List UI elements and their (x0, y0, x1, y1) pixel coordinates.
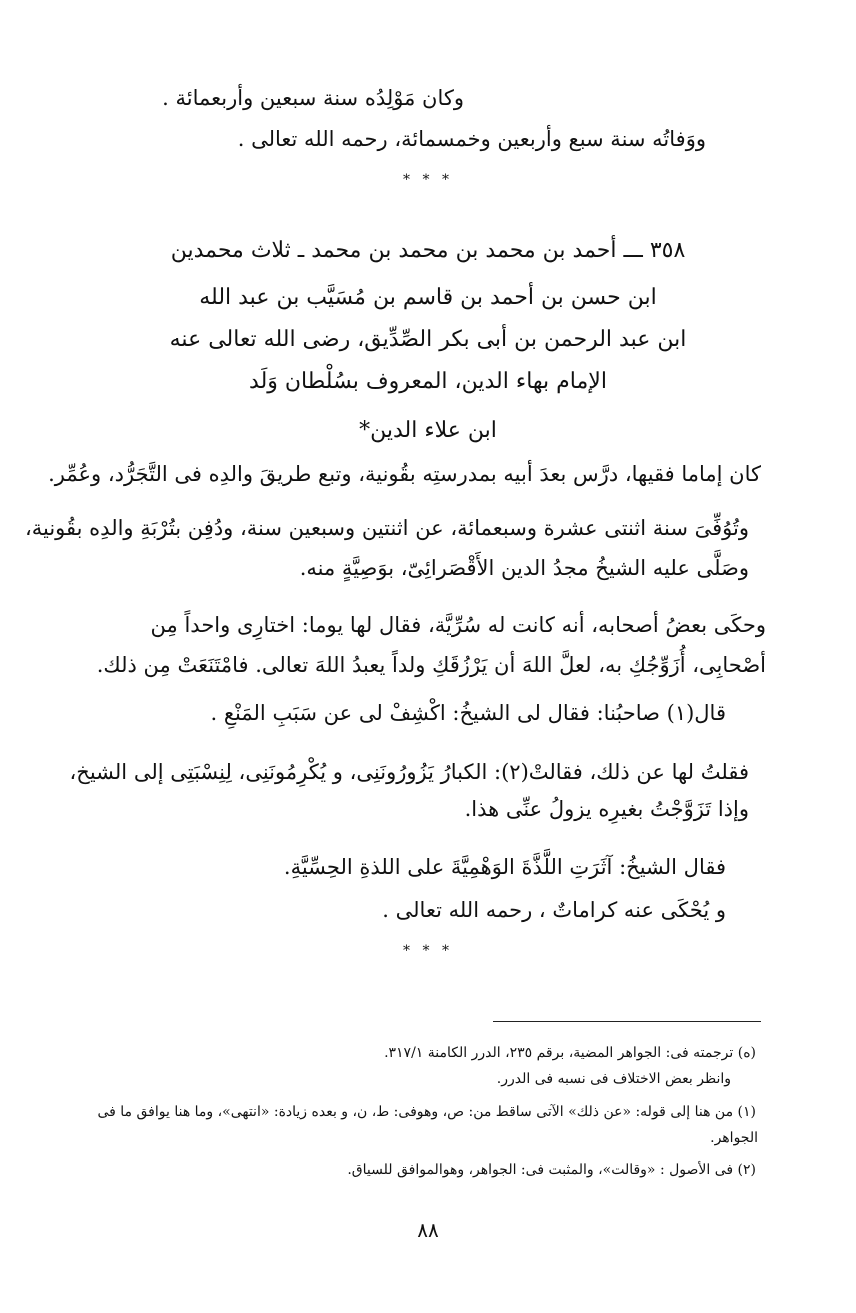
body-line-10: و يُحْكَى عنه كراماتٌ ، رحمه الله تعالى . (382, 898, 726, 922)
body-line-1: كان إماما فقيها، درَّس بعدَ أبيه بمدرستِه بقُونية، وتبع طريقَ والدِه فى التَّجَرُّد، وعُمِّر. (48, 462, 761, 486)
body-line-3: وصَلَّى عليه الشيخُ مجدُ الدين الأَقْصَرائِىّ، بوَصِيَّةٍ منه. (299, 556, 749, 580)
footnote-1-continued: الجواهر. (710, 1130, 758, 1146)
footnote-1: (١) من هنا إلى قوله: «عن ذلك» الآتى ساقط من: ص، وهوفى: ط، ن، و بعده زيادة: «انتهى»، وما هنا يوافق ما فى (97, 1104, 756, 1120)
footnote-divider (493, 1021, 761, 1022)
body-line-8: وإذا تَزَوَّجْتُ بغيرِه يزولُ عنِّى هذا. (464, 797, 749, 821)
footnote-star: (ه) ترجمته فى: الجواهر المضية، برقم ٢٣٥، الدرر الكامنة ٣١٧/١. (384, 1045, 756, 1061)
body-line-4: وحكَى بعضُ أصحابه، أنه كانت له سُرِّيَّة، فقال لها يوما: اختارِى واحداً مِن (150, 613, 766, 637)
entry-title-line-2: ابن حسن بن أحمد بن قاسم بن مُسَيَّب بن عبد الله (199, 285, 657, 310)
entry-title-line-1: ٣٥٨ ـــ أحمد بن محمد بن محمد بن محمد ـ ثلاث محمدين (170, 238, 686, 263)
body-line-9: فقال الشيخُ: آثَرَتِ اللَّذَّةَ الوَهْمِيَّةَ على اللذةِ الحِسِّيَّةِ. (283, 855, 726, 879)
entry-title-line-3: ابن عبد الرحمن بن أبى بكر الصِّدِّيق، رضى الله تعالى عنه (169, 327, 687, 352)
footnote-star-continued: وانظر بعض الاختلاف فى نسبه فى الدرر. (496, 1071, 731, 1087)
section-separator-2: * * * (403, 943, 453, 959)
footnote-2: (٢) فى الأصول : «وقالت»، والمثبت فى: الجواهر، وهوالموافق للسياق. (347, 1162, 756, 1178)
intro-line-1: وكان مَوْلِدُه سنة سبعين وأربعمائة . (162, 86, 464, 110)
page-number: ٨٨ (417, 1218, 439, 1242)
intro-line-2: ووَفاتُه سنة سبع وأربعين وخمسمائة، رحمه الله تعالى . (237, 127, 706, 151)
section-separator: * * * (403, 172, 453, 188)
body-line-7: فقلتُ لها عن ذلك، فقالتْ(٢): الكبارُ يَزُورُونَنِى، و يُكْرِمُونَنِى، لِنِسْبَتِى إلى الشيخ، (69, 760, 749, 784)
body-line-6: قال(١) صاحبُنا: فقال لى الشيخُ: اكْشِفْ لى عن سَبَبِ المَنْعِ . (210, 701, 726, 725)
entry-title-line-4: الإمام بهاء الدين، المعروف بسُلْطان وَلَد (249, 369, 607, 394)
body-line-5: أصْحابِى، أُزَوِّجُكِ به، لعلَّ اللهَ أن يَرْزُقَكِ ولداً يعبدُ اللهَ تعالى. فامْتَنَعَتْ مِن ذلك. (96, 653, 766, 677)
body-line-2: وتُوُفِّىَ سنة اثنتى عشرة وسبعمائة، عن اثنتين وسبعين سنة، ودُفِن بتُرْبَةِ والدِه بقُونية، (24, 516, 749, 540)
entry-title-line-5: ابن علاء الدين* (359, 418, 497, 443)
